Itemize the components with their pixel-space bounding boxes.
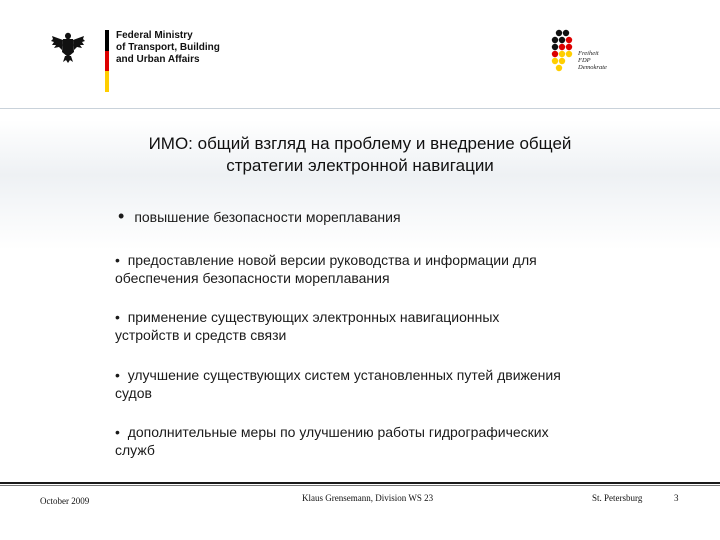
slide-title xyxy=(60,133,660,177)
footer-date: October 2009 xyxy=(40,496,90,506)
bullet-text: дополнительные меры по улучшению работы гидрографических xyxy=(127,424,549,440)
bullet-item-5 xyxy=(115,423,635,459)
ministry-name xyxy=(116,30,246,66)
dot-pattern-icon xyxy=(550,28,580,76)
party-line-2: FDP xyxy=(578,57,591,64)
bullet-text-continued: служб xyxy=(115,442,155,458)
bullet-text: улучшение существующих систем установленных путей движения xyxy=(127,367,561,383)
bullet-text-continued: устройств и средств связи xyxy=(115,327,287,343)
bullet-text: повышение безопасности мореплавания xyxy=(134,209,401,225)
footer-author: Klaus Grensemann, Division WS 23 xyxy=(302,493,434,503)
bullet-marker: • xyxy=(115,309,120,325)
ministry-logo xyxy=(28,8,220,100)
party-text xyxy=(578,50,607,71)
footer-divider xyxy=(0,482,720,484)
bullet-marker: • xyxy=(115,424,120,440)
bullet-marker: • xyxy=(115,367,120,383)
ministry-line-3: and Urban Affairs xyxy=(116,54,200,65)
federal-eagle-icon xyxy=(50,30,86,64)
bullet-item-1 xyxy=(118,207,638,226)
bullet-marker: • xyxy=(115,252,120,268)
party-line-1: Freiheit xyxy=(578,50,599,57)
bullet-marker: • xyxy=(118,206,125,226)
bullet-text: применение существующих электронных навигационных xyxy=(127,309,500,325)
page-number: 3 xyxy=(674,493,679,503)
title-line-2: стратегии электронной навигации xyxy=(226,156,494,175)
ministry-line-1: Federal Ministry xyxy=(116,30,193,41)
bullet-text: предоставление новой версии руководства и информации для xyxy=(127,252,537,268)
german-flag-stripe xyxy=(105,30,109,92)
bullet-item-2 xyxy=(115,251,635,287)
bullet-text-continued: судов xyxy=(115,385,152,401)
bullet-text-continued: обеспечения безопасности мореплавания xyxy=(115,270,390,286)
footer-place: St. Petersburg xyxy=(592,493,643,503)
ministry-line-2: of Transport, Building xyxy=(116,42,220,53)
party-logo xyxy=(550,28,640,88)
bullet-item-4 xyxy=(115,366,635,402)
bullet-item-3 xyxy=(115,308,635,344)
party-line-3: Demokrate xyxy=(578,64,607,71)
header-divider xyxy=(0,108,720,109)
footer-divider-thin xyxy=(0,485,720,486)
title-line-1: ИМО: общий взгляд на проблему и внедрение общей xyxy=(148,134,572,153)
